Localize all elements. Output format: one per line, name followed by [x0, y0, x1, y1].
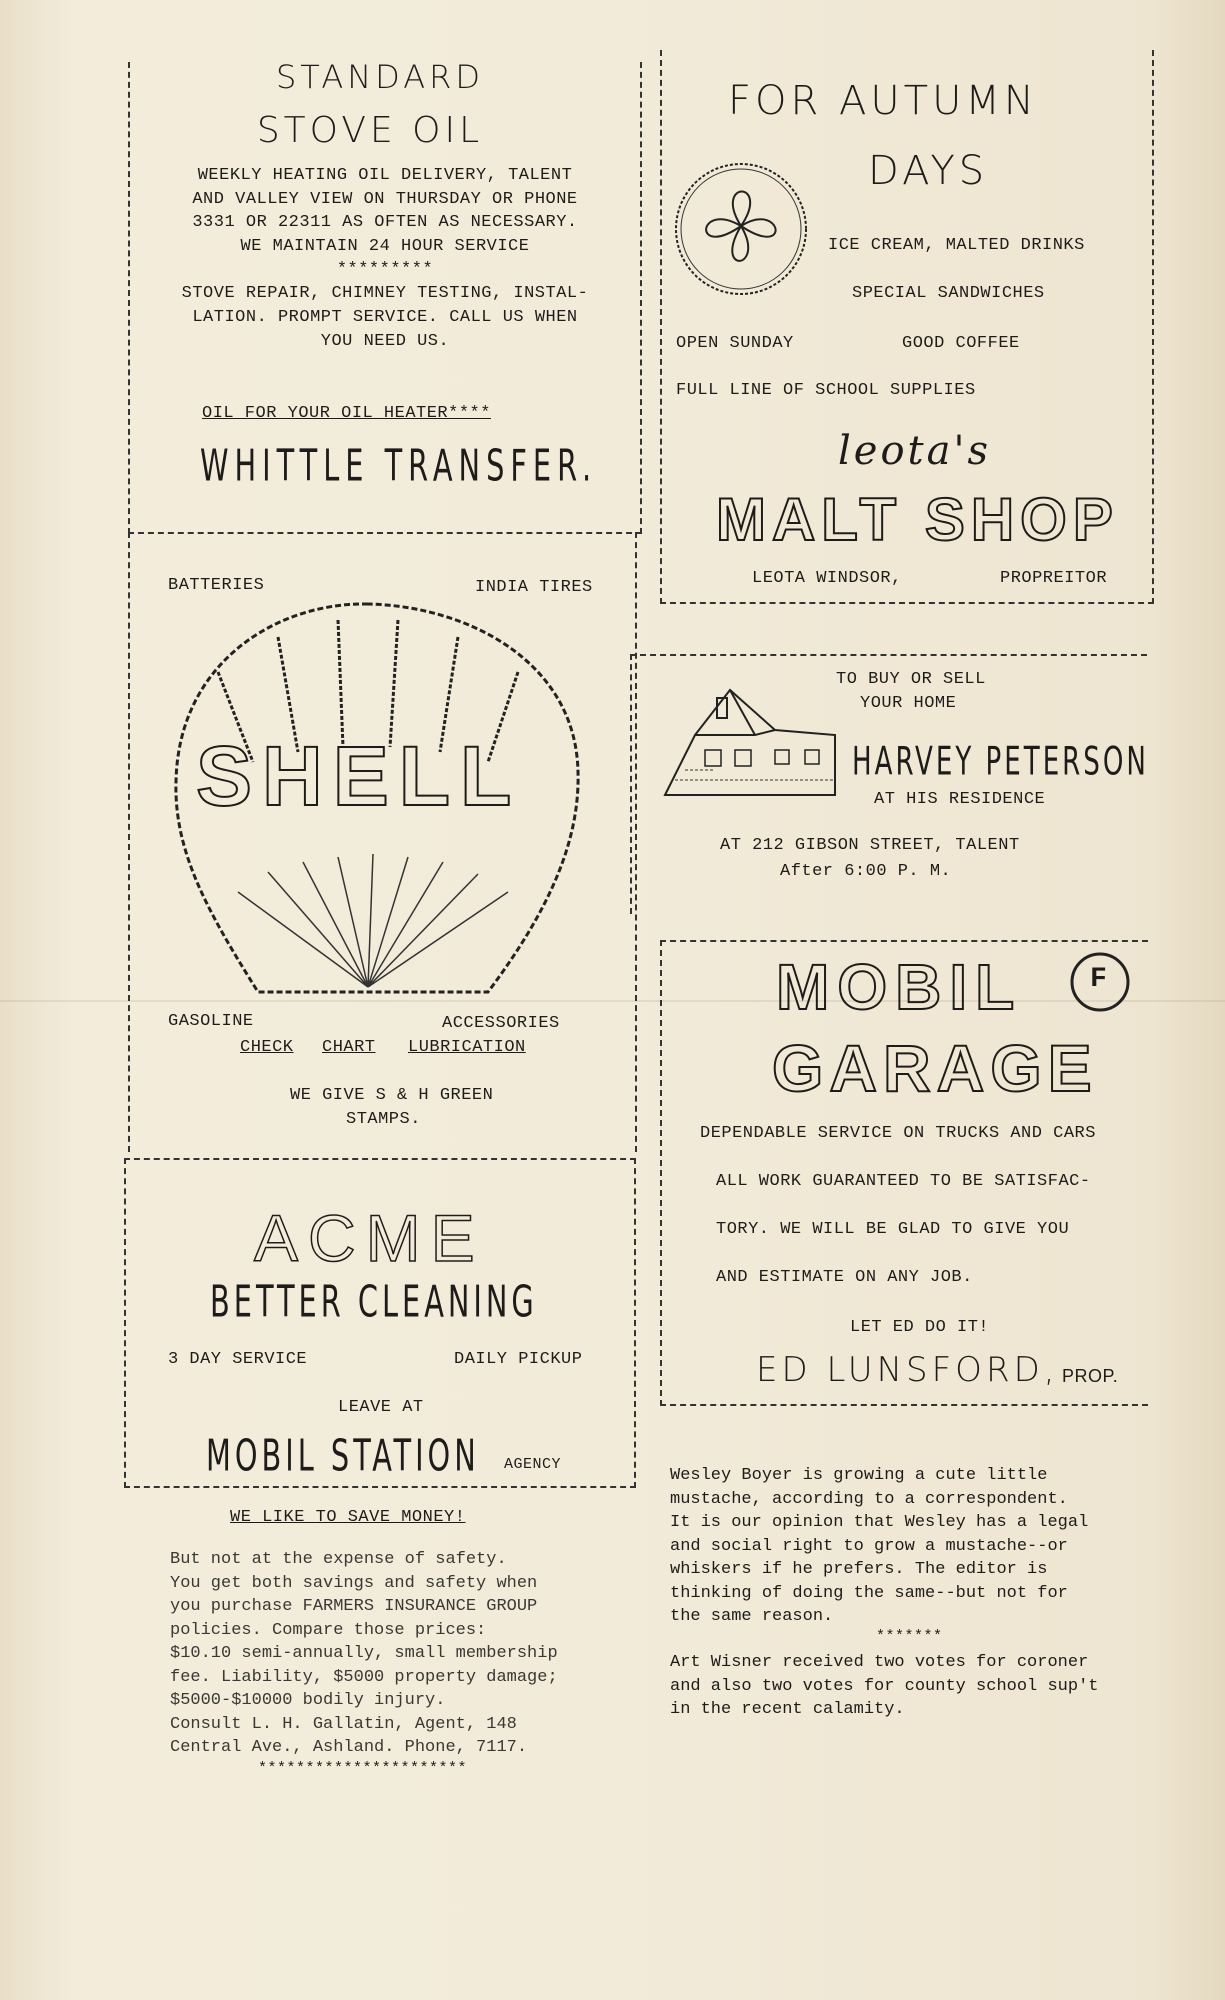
shell-chart: CHART	[322, 1038, 376, 1057]
harvey-line-3: AT HIS RESIDENCE	[874, 790, 1046, 809]
insurance-body: But not at the expense of safety. You get both savings and safety when you purchase FARMERS INSURANCE GROUP policies. Compare those prices: $10.10 semi-annually, small membership fee. Liability, $5000 property damage; $5000-$10000 bodily injury. Consult L. H. Gallatin, Agent, 148 Central Ave., Ashland. Phone, 7117.	[170, 1550, 558, 1757]
malt-shop-name: MALT SHOP	[716, 486, 1119, 553]
acme-station: MOBIL STATION	[206, 1430, 480, 1482]
harvey-hours: After 6:00 P. M.	[780, 862, 952, 881]
stove-line: STOVE REPAIR, CHIMNEY TESTING, INSTAL-	[181, 284, 589, 303]
acme-leave: LEAVE AT	[338, 1398, 424, 1417]
stove-line: LATION. PROMPT SERVICE. CALL US WHEN	[192, 308, 578, 327]
mobil-line: DEPENDABLE SERVICE ON TRUCKS AND CARS	[700, 1124, 1096, 1143]
shell-lubrication: LUBRICATION	[408, 1038, 526, 1057]
mobil-line: AND ESTIMATE ON ANY JOB.	[716, 1268, 973, 1287]
stove-line: WEEKLY HEATING OIL DELIVERY, TALENT	[197, 166, 573, 185]
garage-title: GARAGE	[772, 1031, 1098, 1105]
ed-lunsford: ED LUNSFORD,	[756, 1350, 1059, 1390]
malt-open: OPEN SUNDAY	[676, 334, 794, 353]
mobil-slogan: LET ED DO IT!	[850, 1318, 990, 1337]
malt-line-2: SPECIAL SANDWICHES	[852, 284, 1045, 303]
mobil-line: TORY. WE WILL BE GLAD TO GIVE YOU	[716, 1220, 1070, 1239]
malt-owner: LEOTA WINDSOR,	[752, 569, 902, 588]
house-icon	[655, 680, 845, 805]
news-stars: *******	[876, 1628, 943, 1645]
stove-line: WE MAINTAIN 24 HOUR SERVICE	[240, 237, 530, 256]
acme-pickup: DAILY PICKUP	[454, 1350, 583, 1369]
mobil-badge-letter: F	[1090, 964, 1108, 995]
malt-title-1: FOR AUTUMN	[728, 78, 1038, 124]
acme-service: 3 DAY SERVICE	[168, 1350, 308, 1369]
acme-title: ACME	[254, 1201, 485, 1275]
shell-batteries: BATTERIES	[168, 576, 265, 595]
shell-tires: INDIA TIRES	[475, 578, 593, 597]
acme-subtitle: BETTER CLEANING	[210, 1276, 538, 1328]
harvey-line-2: YOUR HOME	[860, 694, 957, 713]
shell-stamps-1: WE GIVE S & H GREEN	[290, 1086, 494, 1105]
stove-title-2: STOVE OIL	[256, 110, 484, 151]
malt-title-2: DAYS	[868, 148, 989, 194]
shell-stamps-2: STAMPS.	[346, 1110, 421, 1129]
mobil-title: MOBIL	[776, 951, 1023, 1023]
harvey-line-1: TO BUY OR SELL	[836, 670, 986, 689]
ice-cream-icon	[672, 160, 810, 298]
stove-line: AND VALLEY VIEW ON THURSDAY OR PHONE	[192, 190, 578, 209]
news-wesley-boyer: Wesley Boyer is growing a cute little mustache, according to a correspondent. It is our opinion that Wesley has a legal and social right to grow a mustache--or whiskers if he prefers. The editor is thinking of doing the same--but not for the same reason.	[670, 1466, 1089, 1626]
shell-check: CHECK	[240, 1038, 294, 1057]
stove-line: YOU NEED US.	[320, 332, 450, 351]
mobil-prop: PROP.	[1062, 1366, 1119, 1386]
malt-supplies: FULL LINE OF SCHOOL SUPPLIES	[676, 381, 976, 400]
whittle-transfer: WHITTLE TRANSFER.	[200, 440, 598, 492]
insurance-stars: **********************	[258, 1760, 468, 1777]
shell-logo-text: SHELL	[196, 729, 522, 823]
stove-stars: *********	[336, 260, 434, 279]
leotas-script: leota's	[838, 428, 991, 474]
acme-agency: AGENCY	[504, 1456, 562, 1473]
malt-line-1: ICE CREAM, MALTED DRINKS	[828, 236, 1085, 255]
mobil-line: ALL WORK GUARANTEED TO BE SATISFAC-	[716, 1172, 1091, 1191]
stove-oil-line: OIL FOR YOUR OIL HEATER****	[202, 404, 491, 423]
harvey-name: HARVEY PETERSON	[852, 738, 1149, 784]
stove-title-1: STANDARD	[275, 58, 485, 96]
insurance-heading: WE LIKE TO SAVE MONEY!	[230, 1508, 466, 1527]
malt-title: PROPREITOR	[1000, 569, 1108, 588]
malt-coffee: GOOD COFFEE	[902, 334, 1020, 353]
news-art-wisner: Art Wisner received two votes for coroner and also two votes for county school sup't in the recent calamity.	[670, 1653, 1099, 1719]
harvey-address: AT 212 GIBSON STREET, TALENT	[720, 836, 1020, 855]
shell-accessories: ACCESSORIES	[442, 1014, 560, 1033]
stove-line: 3331 OR 22311 AS OFTEN AS NECESSARY.	[192, 213, 578, 232]
shell-gasoline: GASOLINE	[168, 1012, 254, 1031]
